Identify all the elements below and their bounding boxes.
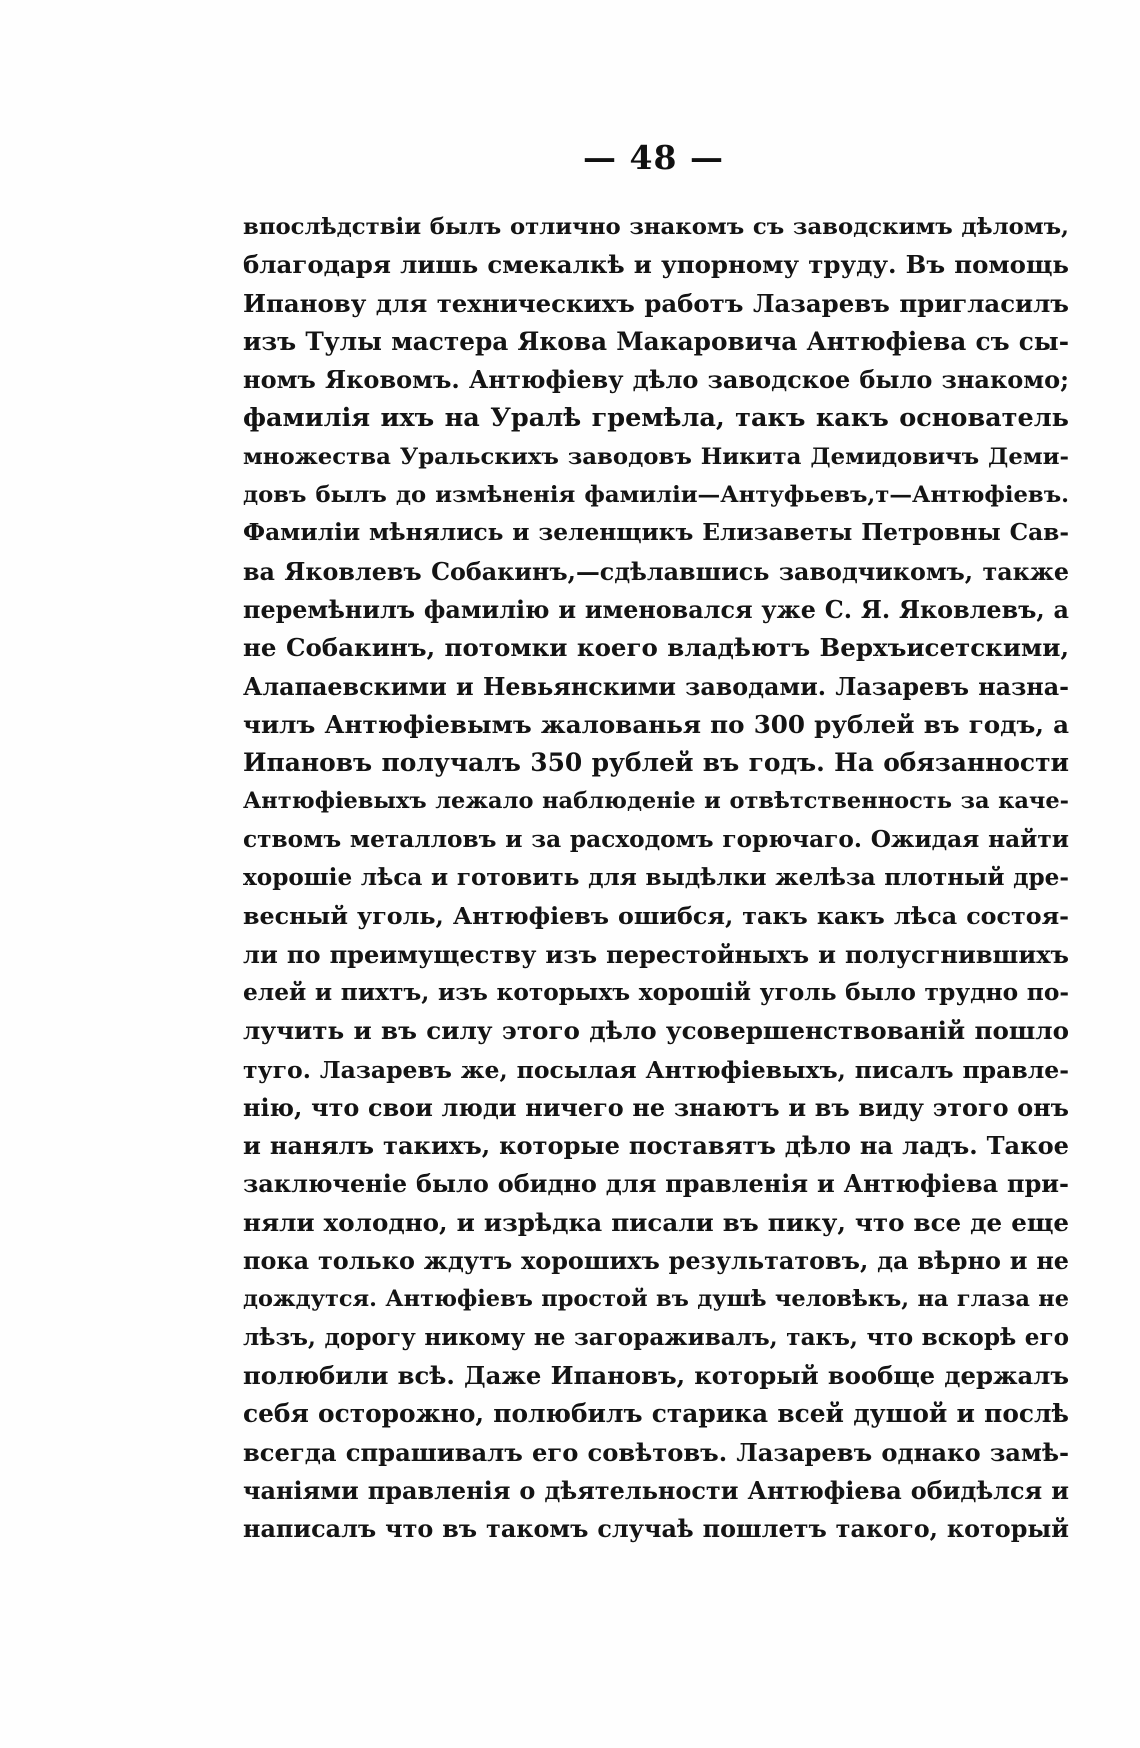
text-line: впослѣдствіи былъ отлично знакомъ съ заводскимъ дѣломъ, (243, 214, 1069, 240)
text-line: нію, что свои люди ничего не знаютъ и въ виду этого онъ (243, 1093, 1069, 1122)
text-line: дождутся. Антюфіевъ простой въ душѣ человѣкъ, на глаза не (243, 1286, 1069, 1313)
text-line: Алапаевскими и Невьянскими заводами. Лазаревъ назна- (243, 672, 1069, 701)
text-line: и нанялъ такихъ, которые поставятъ дѣло на ладъ. Такое (243, 1131, 1069, 1161)
text-line: множества Уральскихъ заводовъ Никита Демидовичъ Деми- (243, 443, 1069, 470)
text-line: чилъ Антюфіевымъ жалованья по 300 рублей въ годъ, а (243, 709, 1069, 739)
text-line: всегда спрашивалъ его совѣтовъ. Лазаревъ однако замѣ- (243, 1437, 1069, 1467)
text-line: хорошіе лѣса и готовить для выдѣлки желѣза плотный дре- (243, 864, 1069, 892)
text-line: Антюфіевыхъ лежало наблюденіе и отвѣтственность за каче- (243, 788, 1069, 815)
text-line: ли по преимуществу изъ перестойныхъ и полусгнившихъ (243, 939, 1069, 969)
text-line: няли холодно, и изрѣдка писали въ пику, что все де еще (243, 1207, 1069, 1237)
text-line: заключеніе было обидно для правленія и Антюфіева при- (243, 1170, 1069, 1199)
text-line: Ипановъ получалъ 350 рублей въ годъ. На обязанности (243, 748, 1069, 778)
text-line: Фамиліи мѣнялись и зеленщикъ Елизаветы Петровны Сав- (243, 519, 1069, 547)
text-line: перемѣнилъ фамилію и именовался уже С. Я. Яковлевъ, а (243, 595, 1069, 624)
text-line: фамилія ихъ на Уралѣ гремѣла, такъ какъ основатель (243, 403, 1069, 434)
text-line: полюбили всѣ. Даже Ипановъ, который вообще держалъ (243, 1360, 1069, 1390)
page-number: — 48 — (583, 138, 724, 177)
text-line: ва Яковлевъ Собакинъ,—сдѣлавшись заводчикомъ, также (243, 557, 1069, 586)
text-line: лучить и въ силу этого дѣло усовершенствованій пошло (243, 1016, 1069, 1046)
text-line: изъ Тулы мастера Якова Макаровича Антюфіева съ сы- (243, 326, 1069, 356)
text-line: себя осторожно, полюбилъ старика всей душой и послѣ (243, 1399, 1069, 1429)
text-line: ствомъ металловъ и за расходомъ горючаго. Ожидая найти (243, 825, 1069, 853)
text-line: туго. Лазаревъ же, посылая Антюфіевыхъ, писалъ правле- (243, 1055, 1069, 1084)
text-line: благодаря лишь смекалкѣ и упорному труду. Въ помощь (243, 250, 1069, 280)
text-line: написалъ что въ такомъ случаѣ пошлетъ такого, который (243, 1515, 1069, 1544)
text-line: Ипанову для техническихъ работъ Лазаревъ пригласилъ (243, 288, 1069, 318)
text-line: весный уголь, Антюфіевъ ошибся, такъ какъ лѣса состоя- (243, 902, 1069, 931)
text-line: лѣзъ, дорогу никому не загораживалъ, такъ, что вскорѣ его (243, 1323, 1069, 1351)
text-line: чаніями правленія о дѣятельности Антюфіева обидѣлся и (243, 1476, 1069, 1505)
text-line: пока только ждутъ хорошихъ результатовъ, да вѣрно и не (243, 1247, 1069, 1276)
body-text (243, 208, 1069, 1548)
text-line: довъ былъ до измѣненія фамиліи—Антуфьевъ,т—Антюфіевъ. (243, 482, 1069, 509)
text-line: елей и пихтъ, изъ которыхъ хорошій уголь было трудно по- (243, 978, 1069, 1006)
text-line: номъ Яковомъ. Антюфіеву дѣло заводское было знакомо; (243, 365, 1069, 395)
text-line: не Собакинъ, потомки коего владѣютъ Верхъисетскими, (243, 633, 1069, 663)
